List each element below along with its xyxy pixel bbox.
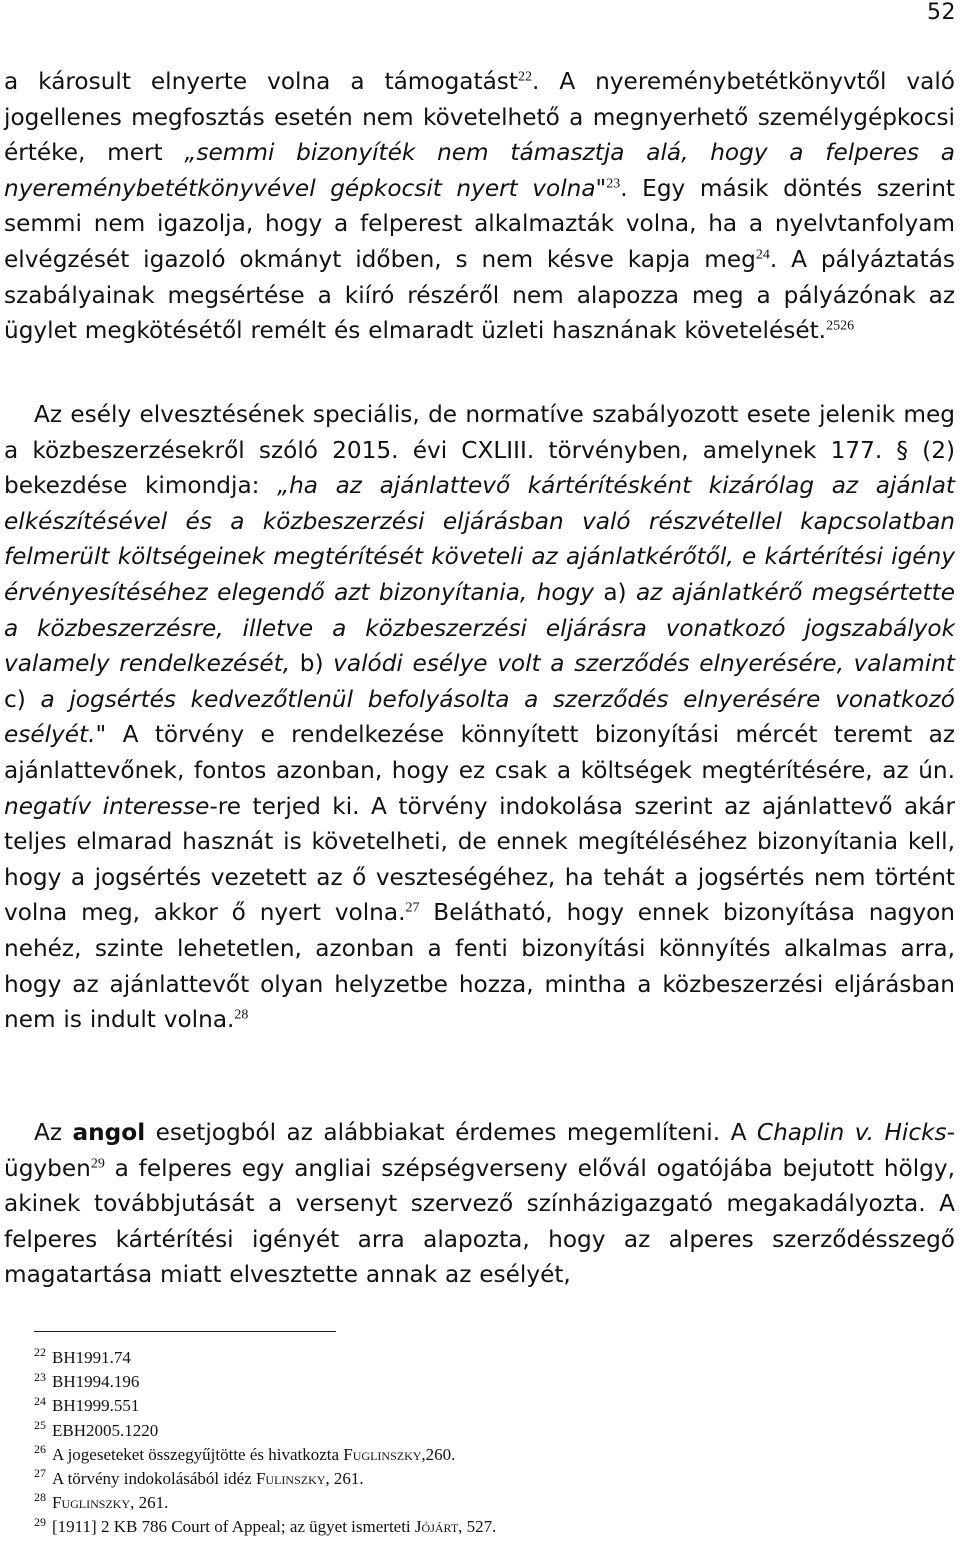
footnote-text: BH1999.551 <box>52 1396 140 1416</box>
footnote-29 <box>34 1515 496 1539</box>
term-italic: negatív interesse <box>4 792 210 820</box>
footnote-22 <box>34 1346 496 1370</box>
footnote-text: [1911] 2 KB 786 Court of Appeal; az ügyet ismerteti <box>52 1517 415 1537</box>
footnote-23 <box>34 1370 496 1394</box>
footnote-26 <box>34 1443 496 1467</box>
footnote-text: EBH2005.1220 <box>52 1420 159 1440</box>
footnote-text: , 261. <box>325 1468 364 1488</box>
paragraph-2 <box>4 397 955 1038</box>
footnote-text: A törvény indokolásából idéz <box>52 1468 256 1488</box>
footnote-ref-22[interactable]: 22 <box>517 69 532 85</box>
footnote-number: 26 <box>34 1442 46 1457</box>
paragraph-1 <box>4 64 955 349</box>
quote-italic: valódi esélye volt a szerződés elnyerésére, valamint <box>333 650 955 678</box>
bold-term: angol <box>72 1119 146 1146</box>
footnote-27 <box>34 1467 496 1491</box>
footnote-ref-29[interactable]: 29 <box>90 1155 105 1171</box>
text-run: a felperes egy angliai szépségverseny elővál ogatójába bejutott hölgy, akinek továbbjutását a versenyt szervező színházigazgató megakadályozta. A felperes kártérítési igényét arra alapozta, hogy az alperes szerződésszegő magatartása miatt elvesztette annak az esélyét, <box>4 1154 955 1289</box>
footnote-text: , 261. <box>130 1493 169 1513</box>
text-run: . A pályáztatás szabályainak megsértése a kiíró részéről nem alapozza meg a pályázónak az ügylet megkötésétől remélt és elmaradt üzleti hasznának követelését. <box>4 245 955 345</box>
footnote-text: , 527. <box>458 1517 497 1537</box>
footnote-text: ,260. <box>421 1444 456 1464</box>
footnote-25 <box>34 1419 496 1443</box>
quote-italic: „semmi bizonyíték nem támasztja alá, hogy a felperes a nyereménybetétkönyvével gépkocsit nyert volna" <box>4 139 955 202</box>
footnote-number: 23 <box>34 1369 46 1384</box>
page-number: 52 <box>927 0 956 25</box>
text-run: . Egy másik döntés szerint semmi nem igazolja, hogy a felperest alkalmazták volna, ha a nyelvtanfolyam elvégzését igazoló okmányt időben, s nem késve kapja meg <box>4 174 955 273</box>
footnote-number: 29 <box>34 1514 46 1529</box>
text-run: -re terjed ki. A törvény indokolása szerint az ajánlattevő akár teljes elmarad hasznát is követelheti, de ennek megítéléséhez bizonyítania kell, hogy a jogsértés vezetett az ő veszteségéhez, ha tehát a jogsértés nem történt volna meg, akkor ő nyert volna. <box>4 792 955 927</box>
text-run: A törvény e rendelkezése könnyített bizonyítási mércét teremt az ajánlattevőnek, fontos azonban, hogy ez csak a költségek megtérítésére, az ún. <box>4 721 955 784</box>
author-name: Fulinszky <box>255 1468 326 1488</box>
footnote-separator <box>34 1331 336 1332</box>
footnote-number: 27 <box>34 1466 46 1481</box>
text-run: Az esély elvesztésének speciális, de normatíve szabályozott esete jelenik meg a közbeszerzésekről szóló 2015. évi CXLIII. törvényben, amelynek 177. § (2) bekezdése kimondja: <box>4 401 955 500</box>
text-run: -ügyben <box>4 1119 955 1182</box>
footnote-number: 22 <box>34 1345 46 1360</box>
footnote-28 <box>34 1491 496 1515</box>
footnote-number: 25 <box>34 1417 46 1432</box>
text-run: a károsult elnyerte volna a támogatást <box>4 68 518 95</box>
quote-italic: a jogsértés kedvezőtlenül befolyásolta a szerződés elnyerésére vonatkozó esélyét." <box>4 685 955 749</box>
paragraph-3 <box>4 1115 955 1293</box>
author-name: Fuglinszky <box>52 1493 131 1513</box>
footnote-number: 24 <box>34 1393 46 1408</box>
list-marker-a: a) <box>593 578 636 606</box>
footnote-ref-25-26[interactable]: 2526 <box>826 318 855 334</box>
author-name: Fuglinszky <box>343 1444 422 1464</box>
footnote-ref-24[interactable]: 24 <box>755 247 770 263</box>
footnote-text: BH1991.74 <box>52 1348 131 1367</box>
footnotes <box>34 1346 496 1540</box>
case-name-italic: Chaplin v. Hicks <box>756 1119 947 1146</box>
footnote-text: A jogeseteket összegyűjtötte és hivatkozta <box>52 1444 344 1464</box>
footnote-number: 28 <box>34 1490 46 1505</box>
footnote-ref-27[interactable]: 27 <box>405 900 420 916</box>
footnote-text: BH1994.196 <box>52 1372 140 1392</box>
list-marker-c: c) <box>4 685 41 713</box>
text-run: . A nyereménybetétkönyvtől való jogellenes megfosztás esetén nem követelhető a megnyerhető személygépkocsi értéke, mert <box>4 68 955 167</box>
list-marker-b: b) <box>290 650 334 678</box>
text-run: Belátható, hogy ennek bizonyítása nagyon nehéz, szinte lehetetlen, azonban a fenti bizonyítási könnyítés alkalmas arra, hogy az ajánlattevőt olyan helyzetbe hozza, mintha a közbeszerzési eljárásban nem is indult volna. <box>4 899 955 1034</box>
text-run: esetjogból az alábbiakat érdemes megemlíteni. A <box>145 1119 757 1146</box>
quote-italic: „ha az ajánlattevő kártérítésként kizárólag az ajánlat elkészítésével és a közbeszerzési eljárásban való részvétellel kapcsolatban felmerült költségeinek megtérítését követeli az ajánlatkérőtől, e kártérítési igény érvényesítéséhez elegendő azt bizonyítania, hogy <box>4 472 955 606</box>
footnote-ref-23[interactable]: 23 <box>606 176 621 192</box>
footnote-24 <box>34 1394 496 1418</box>
author-name: Jójárt <box>414 1517 459 1537</box>
footnote-ref-28[interactable]: 28 <box>234 1007 249 1023</box>
quote-italic: az ajánlatkérő megsértette a közbeszerzésre, illetve a közbeszerzési eljárásra vonatkozó jogszabályok valamely rendelkezését, <box>4 578 956 678</box>
text-run: Az <box>34 1119 73 1146</box>
